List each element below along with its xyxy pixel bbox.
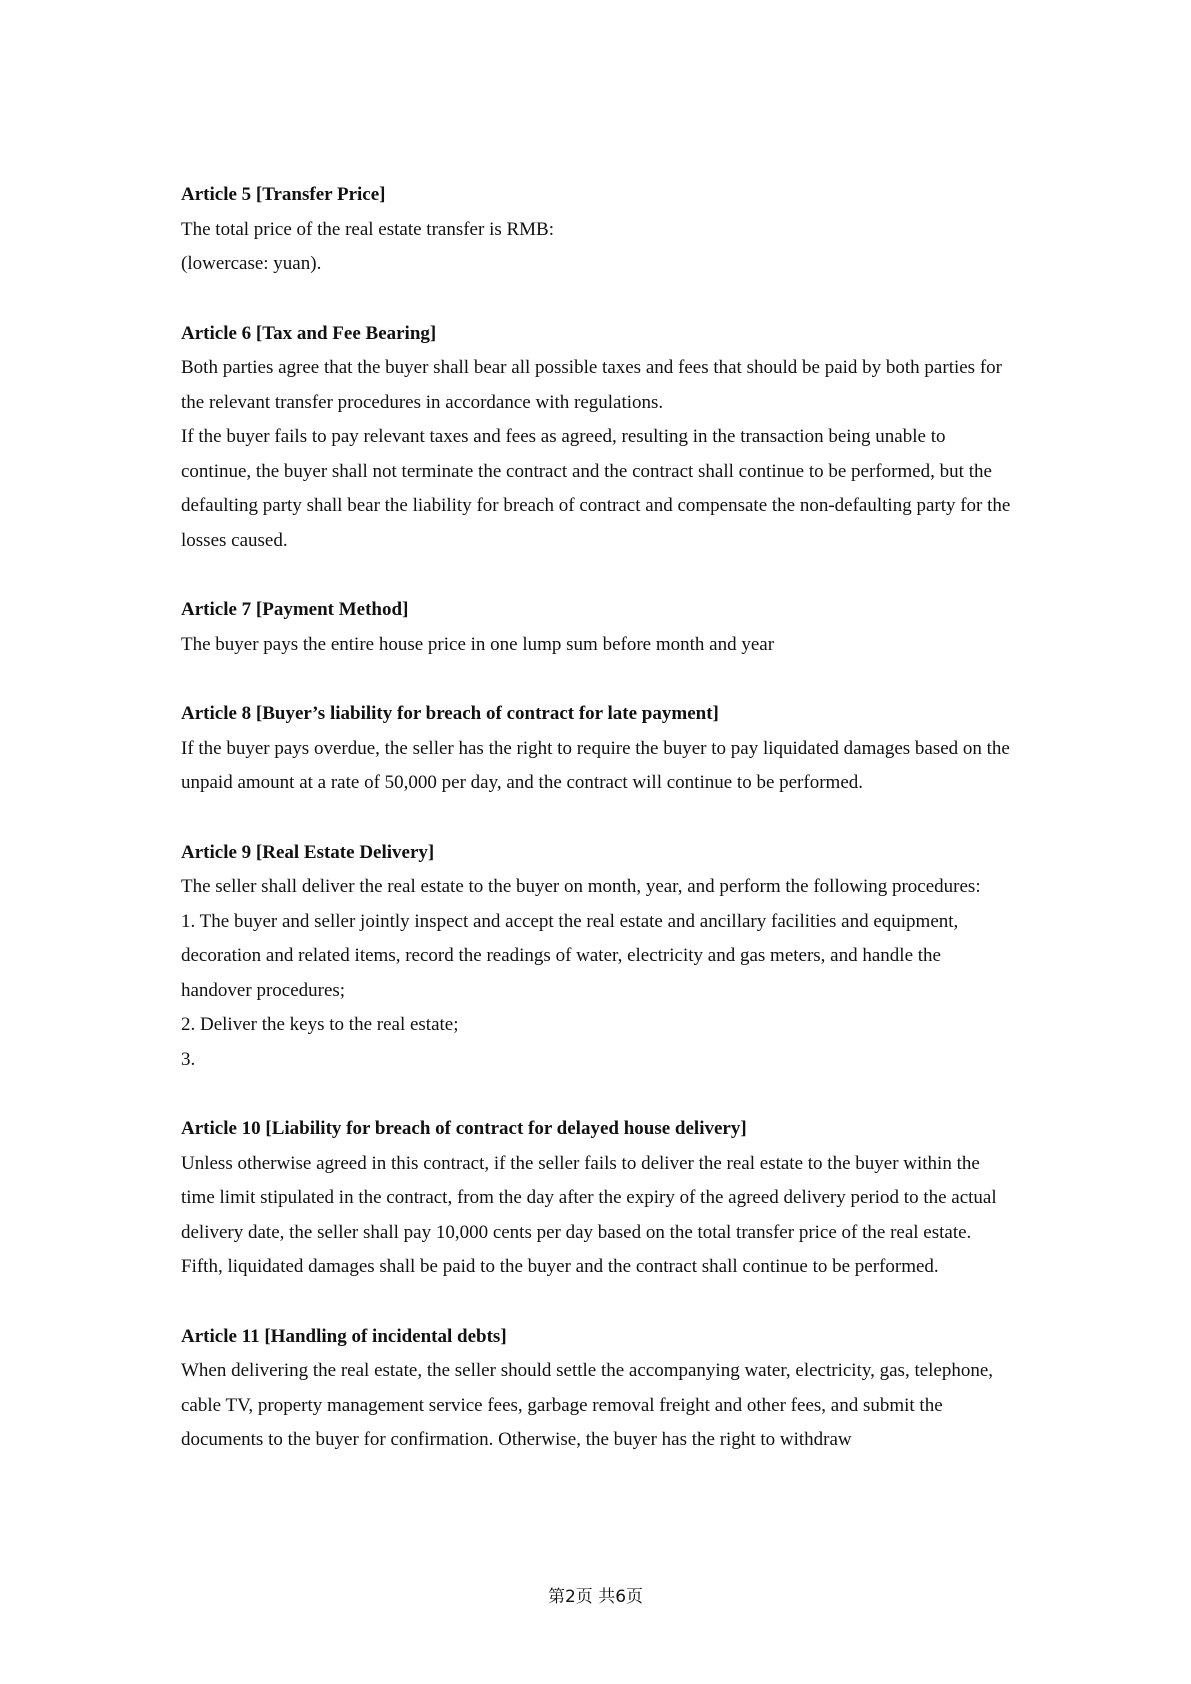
article-paragraph: If the buyer fails to pay relevant taxes and fees as agreed, resulting in the transaction being unable to continue, the buyer shall not terminate the contract and the contract shall continue to be performed, but the defaulting party shall bear the liability for breach of contract and compensate the non-defaulting party for the losses caused. bbox=[181, 426, 1011, 551]
page-number-footer: 第2页 共6页 bbox=[547, 1587, 644, 1607]
article-7 bbox=[181, 593, 1016, 662]
article-heading: Article 11 [Handling of incidental debts] bbox=[181, 1325, 507, 1347]
article-paragraph: The buyer pays the entire house price in one lump sum before month and year bbox=[181, 633, 775, 655]
article-paragraph: Both parties agree that the buyer shall bear all possible taxes and fees that should be paid by both parties for the relevant transfer procedures in accordance with regulations. bbox=[181, 357, 1002, 413]
list-item: 1. The buyer and seller jointly inspect and accept the real estate and ancillary facilities and equipment, decoration and related items, record the readings of water, electricity and gas meters, and handle the handover procedures; bbox=[181, 910, 959, 1001]
article-paragraph: If the buyer pays overdue, the seller has the right to require the buyer to pay liquidated damages based on the unpaid amount at a rate of 50,000 per day, and the contract will continue to be performed. bbox=[181, 737, 1010, 793]
article-paragraph: The seller shall deliver the real estate to the buyer on month, year, and perform the following procedures: bbox=[181, 876, 981, 897]
article-paragraph: The total price of the real estate transfer is RMB: bbox=[181, 218, 555, 240]
article-10 bbox=[181, 1112, 1016, 1285]
list-item: 3. bbox=[181, 1048, 196, 1070]
document-body bbox=[181, 178, 1016, 1493]
article-6 bbox=[181, 317, 1016, 559]
article-paragraph: (lowercase: yuan). bbox=[181, 253, 322, 274]
article-8 bbox=[181, 697, 1016, 801]
article-11 bbox=[181, 1320, 1016, 1458]
article-heading: Article 9 [Real Estate Delivery] bbox=[181, 841, 435, 863]
article-heading: Article 6 [Tax and Fee Bearing] bbox=[181, 322, 437, 344]
article-heading: Article 10 [Liability for breach of contract for delayed house delivery] bbox=[181, 1118, 747, 1139]
list-item: 2. Deliver the keys to the real estate; bbox=[181, 1014, 459, 1035]
article-5 bbox=[181, 178, 1016, 282]
article-paragraph: When delivering the real estate, the seller should settle the accompanying water, electricity, gas, telephone, cable TV, property management service fees, garbage removal freight and other fees, and submit the documents to the buyer for confirmation. Otherwise, the buyer has the right to withdraw bbox=[181, 1360, 994, 1450]
article-heading: Article 7 [Payment Method] bbox=[181, 599, 409, 620]
article-9 bbox=[181, 836, 1016, 1078]
article-heading: Article 8 [Buyer’s liability for breach of contract for late payment] bbox=[181, 703, 719, 724]
article-paragraph: Unless otherwise agreed in this contract, if the seller fails to deliver the real estate to the buyer within the time limit stipulated in the contract, from the day after the expiry of the agreed delivery period to the actual delivery date, the seller shall pay 10,000 cents per day based on the total transfer price of the real estate. Fifth, liquidated damages shall be paid to the buyer and the contract shall continue to be performed. bbox=[181, 1152, 997, 1277]
article-heading: Article 5 [Transfer Price] bbox=[181, 184, 386, 205]
